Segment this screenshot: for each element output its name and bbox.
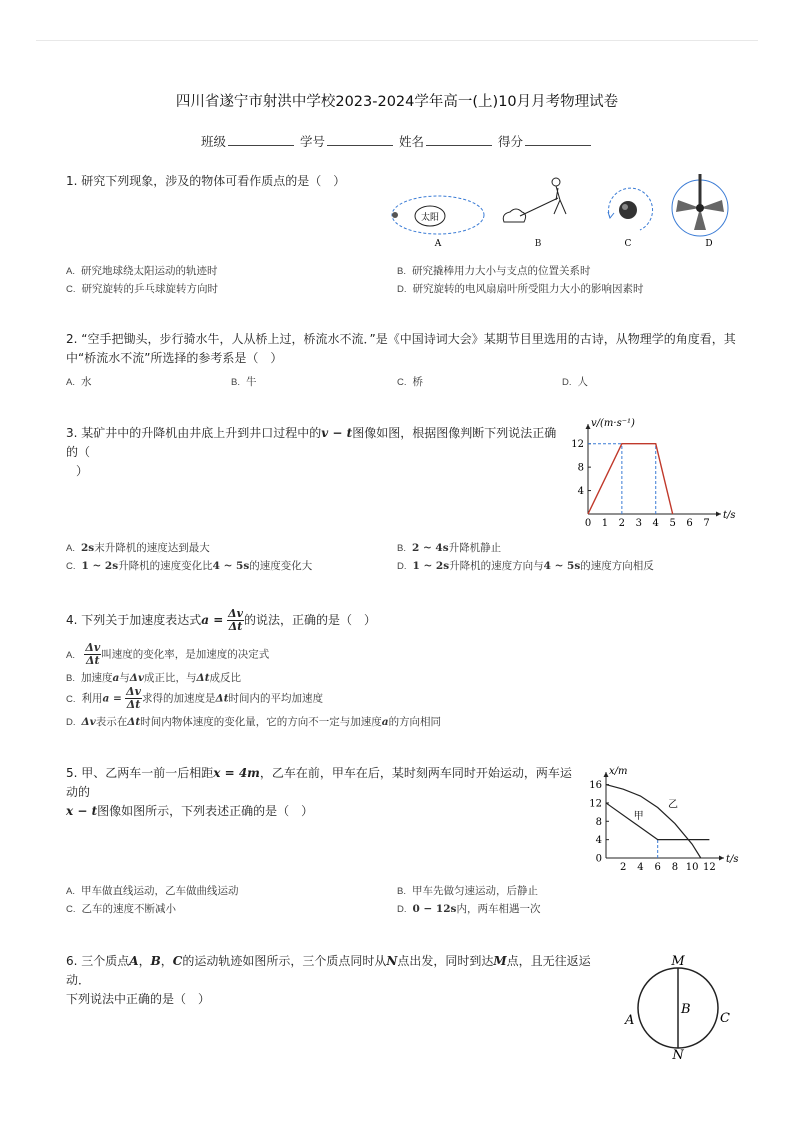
q1-stem: 1. 研究下列现象，涉及的物体可看作质点的是（ ） — [66, 174, 346, 188]
q5-option-a[interactable]: A. 甲车做直线运动，乙车做曲线运动 — [66, 885, 239, 897]
q4-option-a-fraction: $\frac{\Delta v}{\Delta t}$ — [85, 641, 101, 667]
fan-blade — [700, 200, 724, 212]
q5-option-b[interactable]: B. 甲车先做匀速运动，后静止 — [397, 885, 538, 897]
x-axis-label: t/s — [723, 510, 736, 521]
class-blank — [228, 134, 294, 146]
x-tick-label: 4 — [637, 862, 644, 873]
path-a-label: A — [625, 1013, 635, 1028]
score-blank — [525, 134, 591, 146]
q1-option-c[interactable]: C. 研究旋转的乒乓球旋转方向时 — [66, 283, 218, 295]
score-label: 得分 — [497, 134, 523, 149]
q2-stem: 2. “空手把锄头，步行骑水牛，人从桥上过，桥流水不流．”是《中国诗词大会》某期节目里选用的古诗，从物理学的角度看，其 中“桥流水不流”所选择的参考系是（ ） — [66, 332, 736, 365]
q4-option-c-fraction: $\frac{\Delta v}{\Delta t}$ — [126, 685, 142, 711]
q1-option-d[interactable]: D. 研究旋转的电风扇扇叶所受阻力大小的影响因素时 — [397, 283, 644, 295]
q2-option-b[interactable]: B. 牛 — [231, 376, 257, 388]
q1-option-a[interactable]: A. 研究地球绕太阳运动的轨迹时 — [66, 265, 218, 277]
q3-stem: 3. 某矿井中的升降机由井底上升到井口过程中的v − t图像如图，根据图像判断下列说法正确的（ ） — [66, 426, 557, 478]
q1-label-c: C — [624, 239, 632, 249]
series-yi-label: 乙 — [668, 799, 679, 811]
x-tick-label: 2 — [620, 862, 627, 873]
q1-figure — [386, 172, 731, 252]
q3-option-b[interactable]: B. 2 ~ 4s升降机静止 — [397, 542, 502, 554]
q1-figure-c — [608, 188, 653, 249]
student-info-line — [0, 132, 794, 150]
q4-option-a[interactable]: A. $\frac{\Delta v}{\Delta t}$ 叫速度的变化率，是加速度的决定式 — [66, 641, 270, 667]
x-tick-label: 3 — [635, 518, 642, 529]
y-axis-label: x/m — [609, 766, 628, 777]
ball-highlight — [622, 204, 628, 210]
class-label: 班级 — [200, 134, 226, 149]
x-tick-label: 1 — [601, 518, 609, 529]
y-tick-label: 4 — [577, 486, 584, 498]
q1-label-a: A — [434, 239, 442, 249]
x-tick-label: 10 — [685, 862, 699, 873]
x-tick-label: 4 — [652, 518, 659, 529]
point-n-label: N — [672, 1048, 684, 1063]
id-blank — [327, 134, 393, 146]
series-jia-line — [606, 803, 709, 840]
q5-option-d[interactable]: D. 0 − 12s内，两车相遇一次 — [397, 903, 541, 915]
q2-option-c[interactable]: C. 桥 — [397, 376, 423, 388]
x-tick-label: 6 — [686, 518, 693, 529]
sun-label: 太阳 — [420, 213, 440, 223]
q5-option-c[interactable]: C. 乙车的速度不断减小 — [66, 903, 176, 915]
y-tick-label: 12 — [571, 439, 584, 451]
xt-graph — [584, 758, 739, 876]
q6-figure — [620, 950, 735, 1062]
person-body — [554, 186, 566, 214]
q2-option-a[interactable]: A. 水 — [66, 376, 92, 388]
q3-option-d[interactable]: D. 1 ~ 2s升降机的速度方向与4 ~ 5s的速度方向相反 — [397, 560, 654, 572]
x-tick-label: 0 — [584, 518, 592, 529]
paper-title: 四川省遂宁市射洪中学校2023-2024学年高一(上)10月月考物理试卷 — [175, 94, 619, 110]
q5-stem: 5. 甲、乙两车一前一后相距x = 4m，乙车在前，甲车在后，某时刻两车同时开始运动，两车运动的 x − t图像如图所示，下列表述正确的是（ ） — [66, 766, 572, 818]
q2-option-d[interactable]: D. 人 — [562, 376, 588, 388]
q4-fraction: $\frac{\Delta v}{\Delta t}$ — [228, 607, 244, 633]
vt-graph — [560, 418, 740, 536]
y-tick-label: 0 — [595, 853, 602, 865]
x-axis-arrow — [716, 512, 721, 517]
page-top-rule — [36, 40, 758, 41]
q1-option-b[interactable]: B. 研究撬棒用力大小与支点的位置关系时 — [397, 265, 591, 277]
x-tick-label: 12 — [703, 862, 716, 873]
x-tick-label: 2 — [618, 518, 626, 529]
q4-option-d[interactable]: D. Δv表示在Δt时间内物体速度的变化量，它的方向不一定与加速度a的方向相同 — [66, 716, 442, 728]
series-yi-curve — [606, 785, 701, 858]
q1-figure-a — [392, 196, 484, 249]
x-tick-label: 8 — [671, 862, 679, 873]
id-label: 学号 — [299, 134, 325, 149]
fan-hub — [696, 204, 704, 212]
y-tick-label: 8 — [595, 816, 602, 828]
x-tick-label: 5 — [669, 518, 676, 529]
path-c-label: C — [720, 1011, 730, 1026]
x-tick-label: 7 — [703, 518, 710, 529]
name-blank — [426, 134, 492, 146]
y-axis-label: v/(m·s⁻¹) — [591, 418, 635, 429]
q3-option-a[interactable]: A. 2s末升降机的速度达到最大 — [66, 542, 210, 554]
q4-option-b[interactable]: B. 加速度a与Δv成正比，与Δt成反比 — [66, 672, 242, 684]
crowbar — [520, 198, 558, 216]
q3-option-c[interactable]: C. 1 ~ 2s升降机的速度变化比4 ~ 5s的速度变化大 — [66, 560, 313, 572]
point-m-label: M — [671, 954, 685, 969]
y-axis-arrow — [604, 772, 609, 777]
y-axis-arrow — [586, 424, 591, 429]
velocity-line — [588, 444, 673, 514]
series-jia-label: 甲 — [633, 811, 644, 822]
q6-stem: 6. 三个质点A，B，C的运动轨迹如图所示，三个质点同时从N点出发，同时到达M点，且无往返运动． 下列说法中正确的是（ ） — [66, 954, 591, 1006]
y-tick-label: 12 — [589, 798, 602, 810]
y-tick-label: 8 — [577, 462, 584, 474]
x-axis-label: t/s — [726, 854, 739, 865]
earth — [392, 212, 398, 218]
name-label: 姓名 — [398, 134, 424, 149]
x-tick-label: 6 — [654, 862, 661, 873]
q1-figure-b — [503, 178, 566, 249]
q1-label-d: D — [705, 239, 713, 249]
person-head — [552, 178, 560, 186]
rock — [503, 209, 525, 222]
q4-option-c[interactable]: C. 利用a = $\frac{\Delta v}{\Delta t}$ 求得的加速度是Δt时间内的平均加速度 — [66, 685, 324, 711]
ping-pong-ball — [619, 201, 637, 219]
fan-blade — [676, 200, 700, 212]
path-b-label: B — [681, 1002, 691, 1017]
q1-label-b: B — [534, 239, 542, 249]
q1-figure-d — [672, 174, 728, 249]
x-axis-arrow — [719, 856, 724, 861]
y-tick-label: 4 — [595, 835, 602, 847]
q4-stem: 4. 下列关于加速度表达式a = $\frac{\Delta v}{\Delta t}$ 的说法，正确的是（ ） — [66, 607, 377, 633]
y-tick-label: 16 — [589, 780, 602, 792]
